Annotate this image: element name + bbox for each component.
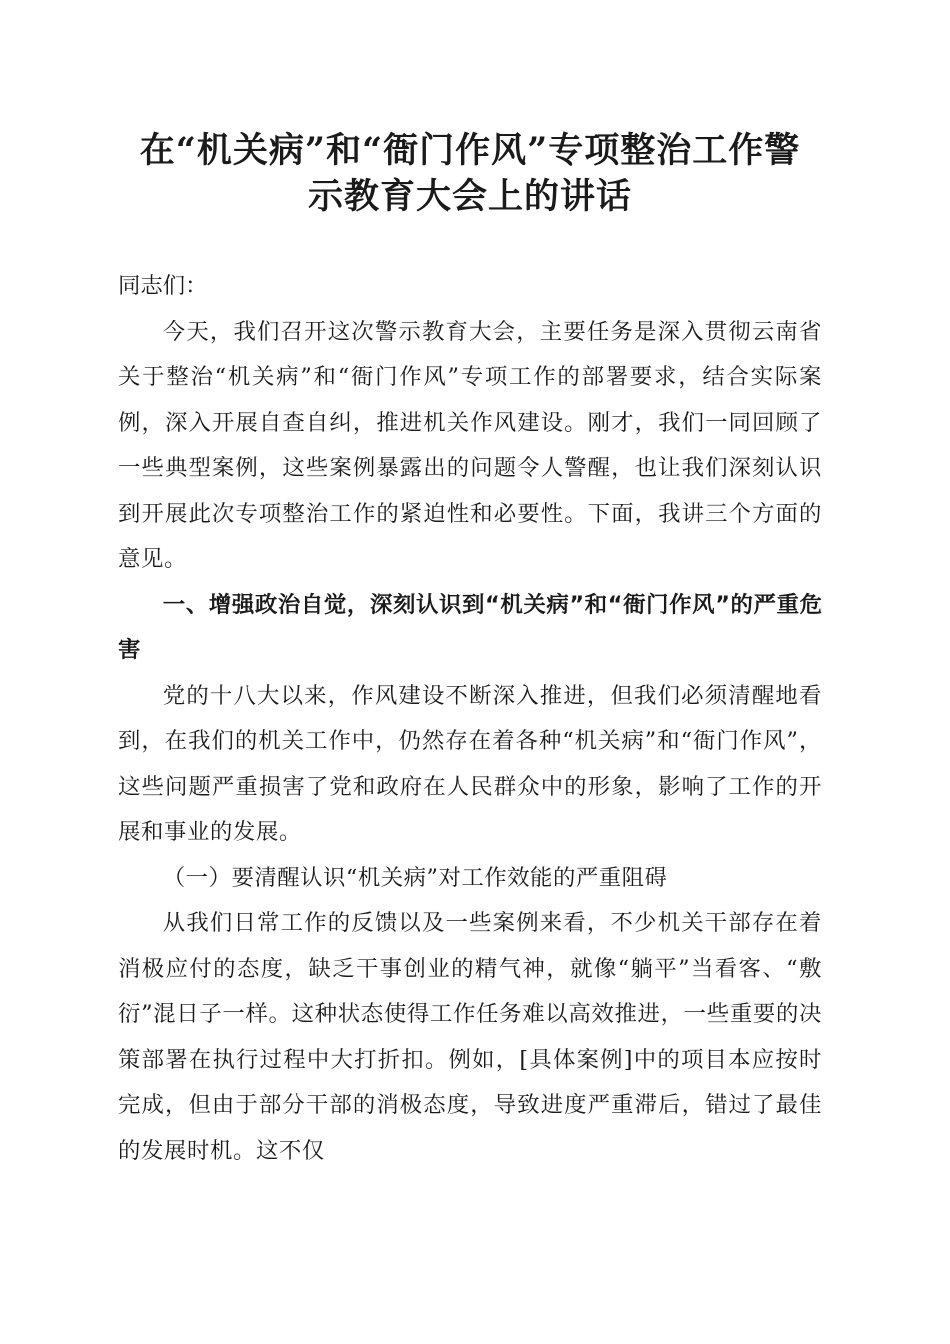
subsection-heading-1: （一）要清醒认识“机关病”对工作效能的严重阻碍	[162, 864, 668, 891]
title-line-1: 在“机关病”和“衙门作风”专项整治工作警	[139, 130, 801, 171]
document-title	[118, 128, 822, 220]
document-page	[118, 128, 822, 1174]
subsection-1-paragraph: 从我们日常工作的反馈以及一些案例来看，不少机关干部存在着消极应付的态度，缺乏干事创业的精气神，就像“躺平”当看客、“敷衍”混日子一样。这种状态使得工作任务难以高效推进，一些重要的决策部署在执行过程中大打折扣。例如，[具体案例]中的项目本应按时完成，但由于部分干部的消极态度，导致进度严重滞后，错过了最佳的发展时机。这不仅	[118, 910, 822, 1164]
intro-paragraph: 今天，我们召开这次警示教育大会，主要任务是深入贯彻云南省关于整治“机关病”和“衙门作风”专项工作的部署要求，结合实际案例，深入开展自查自纠，推进机关作风建设。刚才，我们一同回顾了一些典型案例，这些案例暴露出的问题令人警醒，也让我们深刻认识到开展此次专项整治工作的紧迫性和必要性。下面，我讲三个方面的意见。	[118, 318, 822, 572]
title-line-2: 示教育大会上的讲话	[307, 176, 632, 217]
greeting: 同志们：	[118, 273, 208, 299]
document-body	[118, 264, 822, 1174]
section-1-paragraph: 党的十八大以来，作风建设不断深入推进，但我们必须清醒地看到，在我们的机关工作中，仍然存在着各种“机关病”和“衙门作风”，这些问题严重损害了党和政府在人民群众中的形象，影响了工作的开展和事业的发展。	[118, 682, 822, 845]
section-heading-1: 一、增强政治自觉，深刻认识到“机关病”和“衙门作风”的严重危害	[118, 591, 822, 663]
